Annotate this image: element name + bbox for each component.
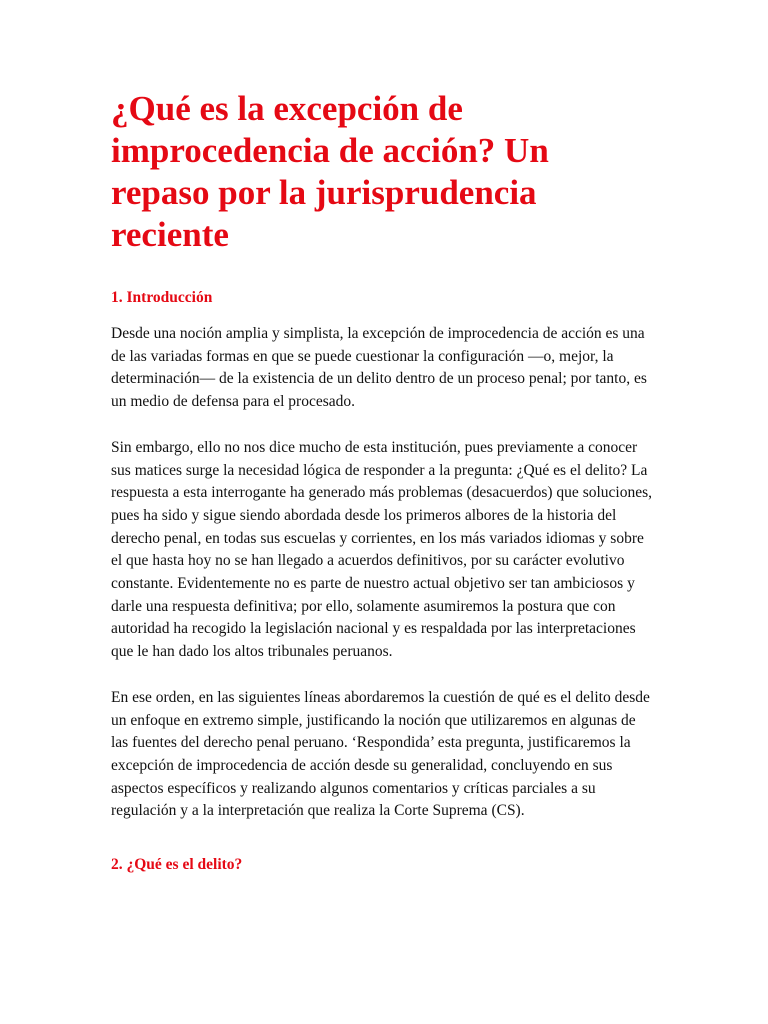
section-heading-que-es-el-delito: 2. ¿Qué es el delito? bbox=[111, 856, 243, 874]
paragraph-2: Sin embargo, ello no nos dice mucho de esta institución, pues previamente a conocer sus matices surge la necesidad lógica de responder a la pregunta: ¿Qué es el delito? La respuesta a esta interrogante ha generado más problemas (desacuerdos) que soluciones, pues ha sido y sigue siendo abordada desde los primeros albores de la historia del derecho penal, en todas sus escuelas y corrientes, en los más variados idiomas y sobre el que hasta hoy no se han llegado a acuerdos definitivos, por su carácter evolutivo constante. Evidentemente no es parte de nuestro actual objetivo ser tan ambiciosos y darle una respuesta definitiva; por ello, solamente asumiremos la postura que con autoridad ha recogido la legislación nacional y es respaldada por las interpretaciones que le han dado los altos tribunales peruanos. bbox=[111, 438, 653, 661]
section-heading-introduccion: 1. Introducción bbox=[111, 289, 213, 306]
paragraph-3: En ese orden, en las siguientes líneas abordaremos la cuestión de qué es el delito desde un enfoque en extremo simple, justificando la noción que utilizaremos en algunas de las fuentes del derecho penal peruano. ‘Respondida’ esta pregunta, justificaremos la excepción de improcedencia de acción desde su generalidad, concluyendo en sus aspectos específicos y realizando algunos comentarios y críticas parciales a su regulación y a la interpretación que realiza la Corte Suprema (CS). bbox=[111, 688, 650, 820]
paragraph-1: Desde una noción amplia y simplista, la excepción de improcedencia de acción es una de las variadas formas en que se puede cuestionar la configuración —o, mejor, la determinación— de la existencia de un delito dentro de un proceso penal; por tanto, es un medio de defensa para el procesado. bbox=[111, 325, 647, 411]
article-title: ¿Qué es la excepción de improcedencia de acción? Un repaso por la jurisprudencia reciente bbox=[111, 89, 549, 254]
document-page bbox=[111, 88, 656, 876]
